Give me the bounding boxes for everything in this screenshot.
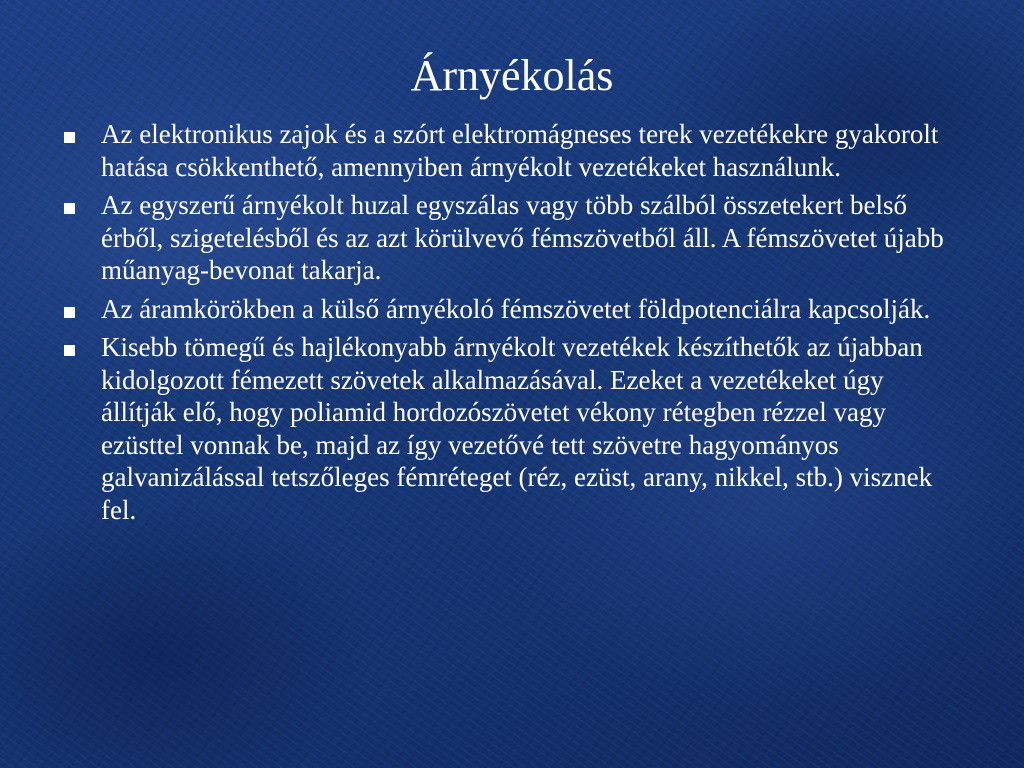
square-bullet-icon	[64, 203, 75, 214]
bullet-text: Az egyszerű árnyékolt huzal egyszálas vagy több szálból összetekert belső érből, szigetelésből és az azt körülvevő fémszövetből áll. A fémszövetet újabb műanyag-bevonat takarja.	[101, 190, 944, 285]
bullet-list	[60, 118, 960, 532]
square-bullet-icon	[64, 345, 75, 356]
square-bullet-icon	[64, 307, 75, 318]
list-item	[60, 189, 960, 287]
square-bullet-icon	[64, 132, 75, 143]
list-item	[60, 118, 960, 183]
bullet-text: Kisebb tömegű és hajlékonyabb árnyékolt vezetékek készíthetők az újabban kidolgozott fémezett szövetek alkalmazásával. Ezeket a vezetékeket úgy állítják elő, hogy poliamid hordozószövetet vékony rétegben rézzel vagy ezüsttel vonnak be, majd az így vezetővé tett szövetre hagyományos galvanizálással tetszőleges fémréteget (réz, ezüst, arany, nikkel, stb.) visznek fel.	[101, 332, 933, 525]
bullet-text: Az áramkörökben a külső árnyékoló fémszövetet földpotenciálra kapcsolják.	[101, 293, 931, 324]
slide-title: Árnyékolás	[410, 51, 614, 100]
list-item	[60, 331, 960, 526]
list-item	[60, 293, 960, 326]
bullet-text: Az elektronikus zajok és a szórt elektromágneses terek vezetékekre gyakorolt hatása csökkenthető, amennyiben árnyékolt vezetékeket használunk.	[101, 119, 939, 182]
